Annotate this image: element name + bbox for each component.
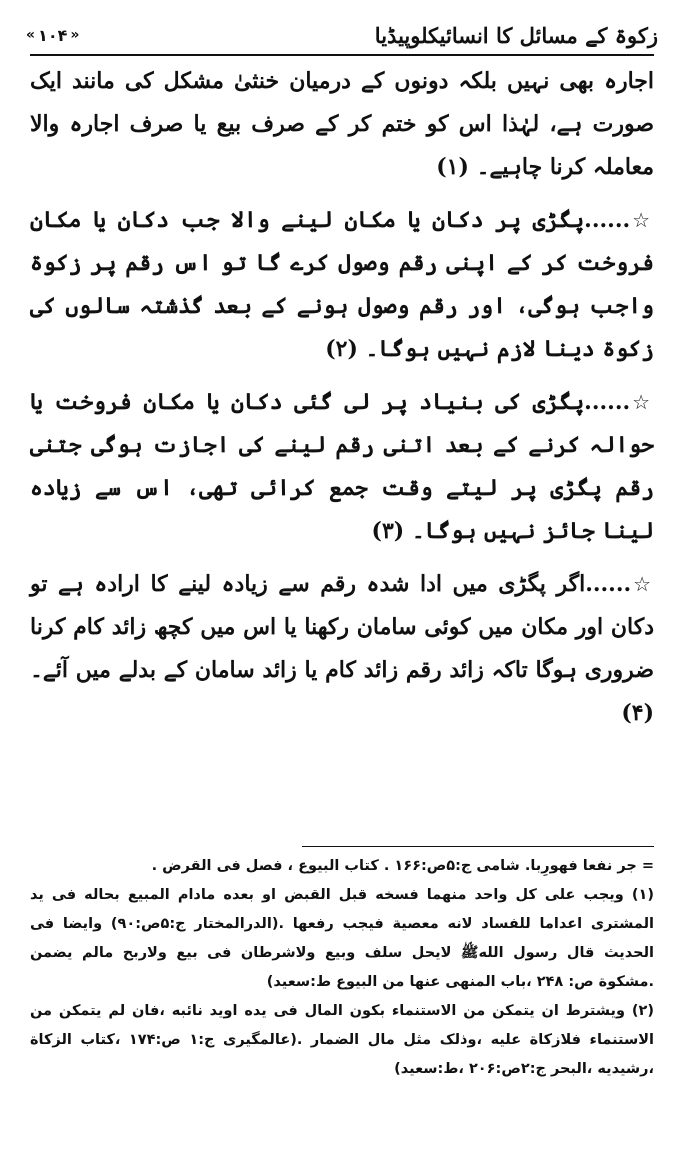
page-number: ۱۰۴ xyxy=(38,25,68,45)
main-text xyxy=(30,60,654,745)
footnote-divider xyxy=(302,846,654,847)
star-icon: ☆ xyxy=(632,390,655,414)
right-ornament-icon: » xyxy=(70,27,80,43)
paragraph-3 xyxy=(30,381,654,553)
footnote-2: (۲) ویشترط ان یتمکن من الاستنماء بکون المال فی یده اوید نائبه ،فان لم یتمکن من الاستنماء فلازکاة علیه ،وذلک مثل مال الضمار .(عالمگیری ج:۱ ص:۱۷۴ ،کتاب الزکاة ،رشیدیه ،البحر ج:۲ص:۲۰۶ ،ط:سعید) xyxy=(30,1003,654,1077)
footnote-ref-4: (۴) xyxy=(621,700,654,726)
paragraph-4 xyxy=(30,563,654,735)
star-icon: ☆ xyxy=(632,208,655,232)
paragraph-3-text: ......پگڑی کی بنیاد پر لی گئی دکان یا مکان فروخت یا حوالہ کرنے کے بعد اتنی رقم لینے کی اجازت ہوگی جتنی رقم پگڑی پر لیتے وقت جمع کرائی تھی، اس سے زیادہ لینا جائز نہیں ہوگا۔ xyxy=(30,389,654,544)
footnote-ref-2: (۲) xyxy=(325,336,358,362)
footnote-ref-3: (۳) xyxy=(371,518,405,544)
paragraph-4-text: ......اگر پگڑی میں ادا شدہ رقم سے زیادہ لینے کا ارادہ ہے تو دکان اور مکان میں کوئی سامان رکھنا یا اس میں کچھ زائد کام کرنا ضروری ہوگا تاکہ زائد رقم زائد کام یا زائد سامان کے بدلے میں آئے۔ xyxy=(30,571,654,683)
footnotes xyxy=(30,852,654,1084)
header-divider xyxy=(30,54,654,56)
paragraph-1 xyxy=(30,60,654,189)
star-icon: ☆ xyxy=(633,572,654,596)
left-ornament-icon: « xyxy=(26,27,36,43)
paragraph-2-text: ......پگڑی پر دکان یا مکان لینے والا جب دکان یا مکان فروخت کر کے اپنی رقم وصول کرے گا تو اس رقم پر زکوۃ واجب ہوگی، اور رقم وصول ہونے کے بعد گذشتہ سالوں کی زکوۃ دینا لازم نہیں ہوگا۔ xyxy=(30,207,654,362)
paragraph-2 xyxy=(30,199,654,371)
page-header xyxy=(26,18,658,52)
paragraph-1-text: اجارہ بھی نہیں بلکہ دونوں کے درمیان خنثیٰ مشکل کی مانند ایک صورت ہے، لہٰذا اس کو ختم کر کے صرف بیع یا صرف اجارہ والا معاملہ کرنا چاہیے۔ xyxy=(30,68,654,180)
page-number-box xyxy=(26,26,79,45)
footnote-ref-1: (۱) xyxy=(436,154,469,180)
footnote-1: (۱) ویجب علی کل واحد منهما فسخه قبل القبض او بعده مادام المبیع بحاله فی ید المشتری اعداما للفساد لانه معصیة فیجب رفعها .(الدرالمختار ج:۵ص:۹۰) وایضا فی الحدیث قال رسول اللهﷺ لایحل سلف وبیع ولاشرطان فی بیع ولاربح مالم یضمن .مشکوة ص: ۲۴۸ ،باب المنهی عنها من البیوع ط:سعید) xyxy=(30,887,654,990)
running-title: زکوۃ کے مسائل کا انسائیکلوپیڈیا xyxy=(374,22,658,48)
footnote-continuation: = جر نفعا فهورِبا. شامی ج:۵ص:۱۶۶ . کتاب البیوع ، فصل فی القرض . xyxy=(151,858,654,874)
